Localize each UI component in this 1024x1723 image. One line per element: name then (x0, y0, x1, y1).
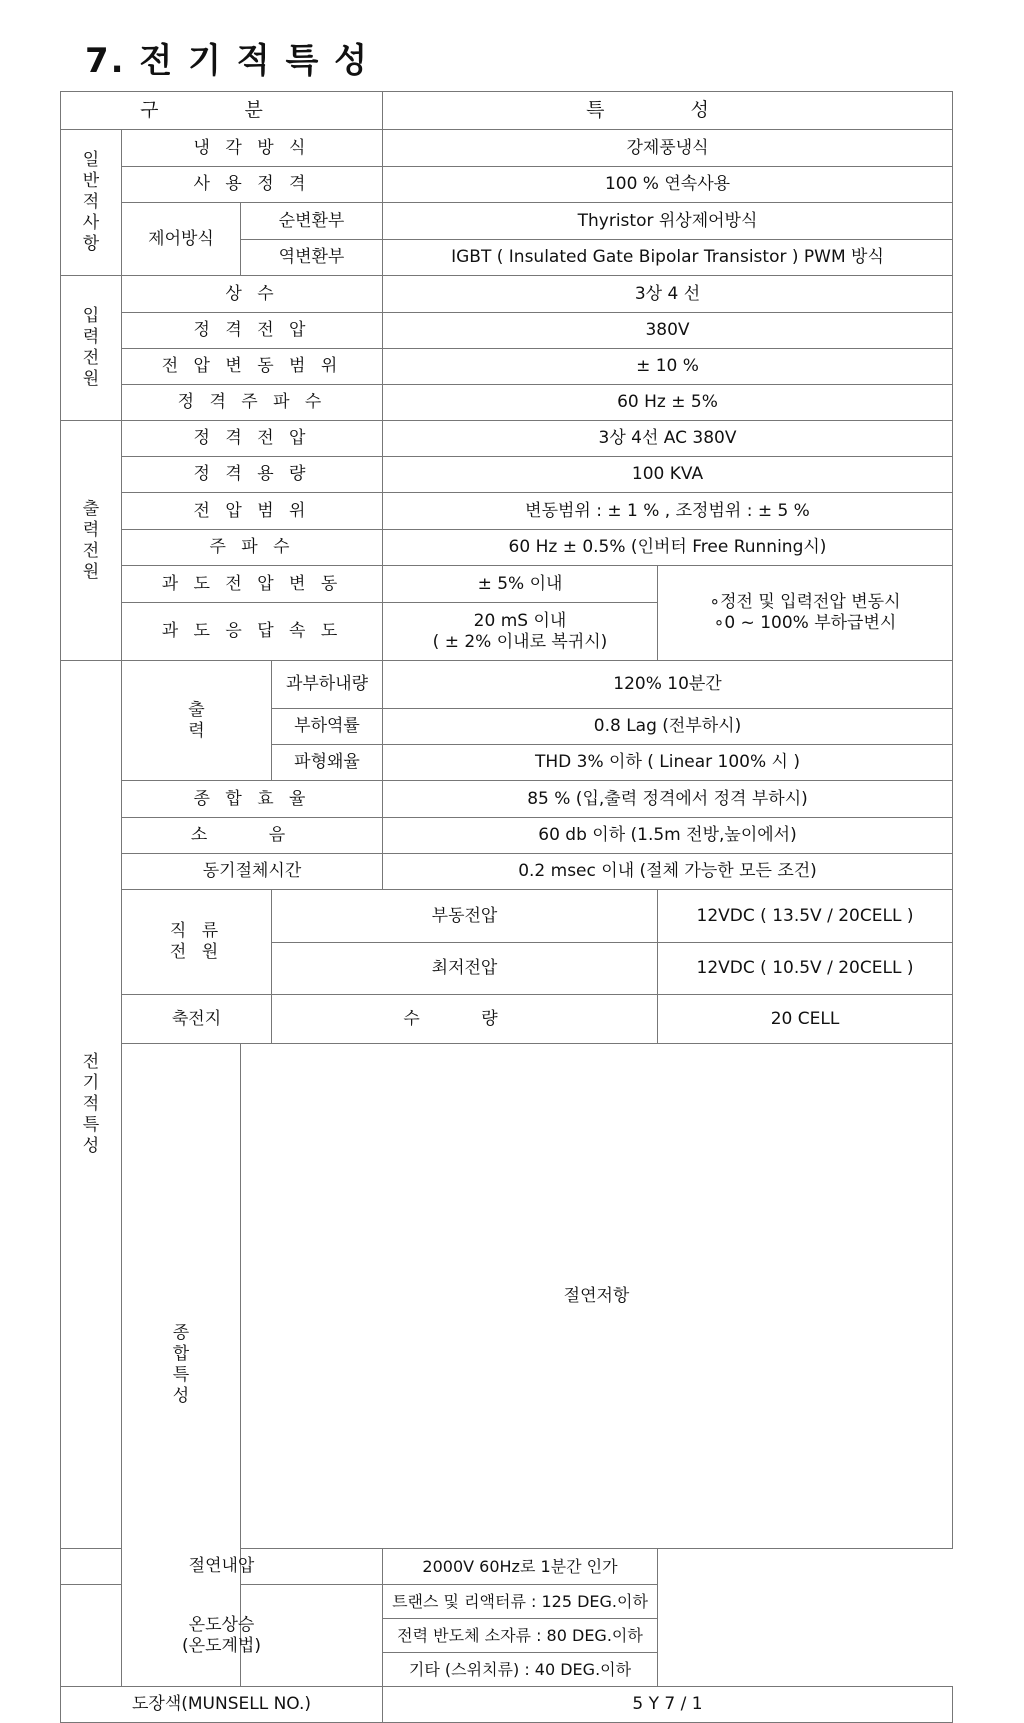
row-value: 100 KVA (383, 457, 953, 493)
row-value: IGBT ( Insulated Gate Bipolar Transistor ) PWM 방식 (383, 240, 953, 276)
row-label: 과 도 전 압 변 동 (122, 566, 383, 603)
table-row (61, 421, 953, 457)
row-value: 3상 4 선 (383, 276, 953, 313)
table-row (61, 313, 953, 349)
row-label: 절연내압 (61, 1549, 383, 1585)
row-label: 파형왜율 (272, 745, 383, 781)
label-line: 전 원 (169, 942, 224, 962)
group-overall: 종합특성 (122, 1044, 241, 1687)
row-label: 주 파 수 (122, 530, 383, 566)
row-value: 120% 10분간 (383, 661, 953, 709)
table-row (61, 203, 953, 240)
row-label: 과 도 응 답 속 도 (122, 603, 383, 661)
row-value (383, 603, 658, 661)
table-row (61, 1549, 953, 1585)
table-row (61, 457, 953, 493)
table-row (61, 276, 953, 313)
label-line: (온도계법) (182, 1635, 261, 1656)
group-input: 입력전원 (61, 276, 122, 421)
table-row (61, 1044, 953, 1549)
row-value: ± 5% 이내 (383, 566, 658, 603)
row-label: 상 수 (122, 276, 383, 313)
page-title: 7. 전 기 적 특 성 (85, 41, 369, 81)
table-row (61, 493, 953, 530)
group-output: 출력전원 (61, 421, 122, 661)
row-label: 정 격 주 파 수 (122, 385, 383, 421)
row-value: 트랜스 및 리액터류 : 125 DEG.이하 (383, 1585, 658, 1619)
table-row (61, 995, 953, 1044)
row-label: 냉 각 방 식 (122, 130, 383, 167)
transient-condition-note (658, 566, 953, 661)
row-value: 12VDC ( 13.5V / 20CELL ) (658, 890, 953, 943)
header-category: 구 분 (61, 92, 383, 130)
row-value: 기타 (스위치류) : 40 DEG.이하 (383, 1653, 658, 1687)
row-value: THD 3% 이하 ( Linear 100% 시 ) (383, 745, 953, 781)
row-value: 2000V 60Hz로 1분간 인가 (383, 1549, 658, 1585)
row-value: 100 % 연속사용 (383, 167, 953, 203)
row-value: 5 Y 7 / 1 (383, 1687, 953, 1723)
row-label: 순변환부 (241, 203, 383, 240)
table-row (61, 566, 953, 603)
row-value: 0.8 Lag (전부하시) (383, 709, 953, 745)
row-value: 강제풍냉식 (383, 130, 953, 167)
row-label: 정 격 용 량 (122, 457, 383, 493)
table-row (61, 1687, 953, 1723)
row-label: 종 합 효 율 (122, 781, 383, 818)
group-general: 일반적사항 (61, 130, 122, 276)
label-line: 직 류 (169, 921, 224, 941)
row-label: 도장색(MUNSELL NO.) (61, 1687, 383, 1723)
row-label: 정 격 전 압 (122, 421, 383, 457)
row-value: 60 Hz ± 0.5% (인버터 Free Running시) (383, 530, 953, 566)
row-value: Thyristor 위상제어방식 (383, 203, 953, 240)
row-label: 축전지 (122, 995, 272, 1044)
spec-table (60, 91, 953, 1723)
row-label: 동기절체시간 (122, 854, 383, 890)
control-method-label: 제어방식 (122, 203, 241, 276)
row-value: 85 % (입,출력 정격에서 정격 부하시) (383, 781, 953, 818)
temperature-rise-label (61, 1585, 383, 1687)
row-label: 역변환부 (241, 240, 383, 276)
table-row (61, 890, 953, 943)
table-row (61, 167, 953, 203)
label-line: 온도상승 (188, 1614, 255, 1635)
table-row (61, 530, 953, 566)
group-electrical: 전기적특성 (61, 661, 122, 1549)
row-label: 부동전압 (272, 890, 658, 943)
row-value: ± 10 % (383, 349, 953, 385)
table-row (61, 661, 953, 709)
row-label: 부하역률 (272, 709, 383, 745)
note-line: ∘0 ~ 100% 부하급변시 (713, 613, 897, 633)
row-value: 전력 반도체 소자류 : 80 DEG.이하 (383, 1619, 658, 1653)
table-row (61, 854, 953, 890)
dc-power-label (122, 890, 272, 995)
table-row (61, 818, 953, 854)
table-header-row (61, 92, 953, 130)
row-label: 최저전압 (272, 943, 658, 995)
row-label: 사 용 정 격 (122, 167, 383, 203)
value-line: ( ± 2% 이내로 복귀시) (432, 631, 608, 652)
row-value: 변동범위 : ± 1 % , 조정범위 : ± 5 % (383, 493, 953, 530)
table-row (61, 349, 953, 385)
header-characteristic: 특 성 (383, 92, 953, 130)
row-label: 소 음 (122, 818, 383, 854)
row-label: 과부하내량 (272, 661, 383, 709)
note-line: ∘정전 및 입력전압 변동시 (709, 592, 901, 612)
row-value: 3상 4선 AC 380V (383, 421, 953, 457)
value-line: 20 mS 이내 (473, 610, 567, 631)
row-value: 0.2 msec 이내 (절체 가능한 모든 조건) (383, 854, 953, 890)
row-value: 60 Hz ± 5% (383, 385, 953, 421)
row-label: 절연저항 (241, 1044, 953, 1549)
table-row (61, 130, 953, 167)
output-sublabel: 출력 (122, 661, 272, 781)
row-sublabel: 수 량 (272, 995, 658, 1044)
row-value: 60 db 이하 (1.5m 전방,높이에서) (383, 818, 953, 854)
table-row (61, 385, 953, 421)
row-label: 정 격 전 압 (122, 313, 383, 349)
row-value: 12VDC ( 10.5V / 20CELL ) (658, 943, 953, 995)
table-row (61, 781, 953, 818)
table-row (61, 1585, 953, 1619)
row-label: 전 압 변 동 범 위 (122, 349, 383, 385)
row-label: 전 압 범 위 (122, 493, 383, 530)
row-value: 20 CELL (658, 995, 953, 1044)
row-value: 380V (383, 313, 953, 349)
